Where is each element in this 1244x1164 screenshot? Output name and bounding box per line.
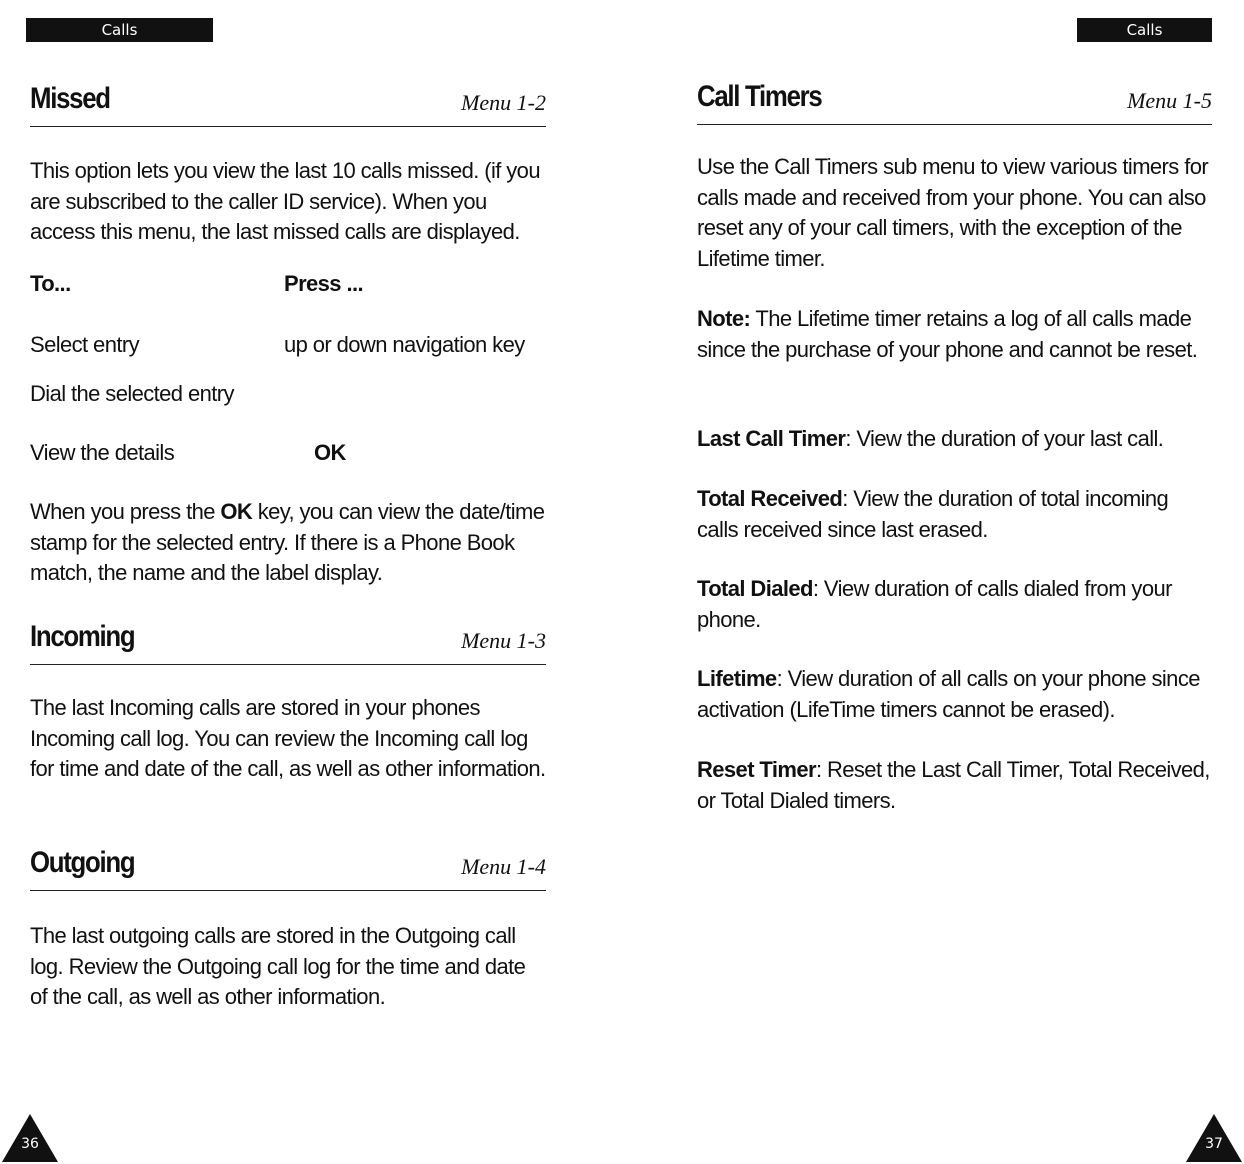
note-text: The Lifetime timer retains a log of all calls made since the purchase of your phone and cannot be reset. — [697, 306, 1198, 362]
page-number-left: 36 — [21, 1136, 39, 1152]
timer-label: Last Call Timer — [697, 426, 846, 451]
outgoing-body: The last outgoing calls are stored in the Outgoing call log. Review the Outgoing call log for the time and date of the call, as well as other information. — [30, 923, 526, 1009]
call-timers-menu-ref: Menu 1-5 — [1127, 88, 1212, 113]
after-pre: When you press the — [30, 499, 221, 524]
timer-item-total-received: Total Received: View the duration of total incoming calls received since last erased. — [697, 486, 1169, 542]
table-row-2-to: Dial the selected entry — [30, 381, 234, 406]
timer-label: Total Received — [697, 486, 843, 511]
timer-text: View the duration of your last call. — [856, 426, 1164, 451]
note-label: Note — [697, 306, 744, 331]
missed-heading — [30, 82, 546, 127]
call-timers-title: Call Timers — [697, 80, 822, 113]
table-row-3-press: OK — [314, 440, 346, 465]
incoming-body: The last Incoming calls are stored in your phones Incoming call log. You can review the Incoming call log for time and date of the call, as well as other information. — [30, 695, 546, 781]
table-head-press: Press ... — [284, 271, 363, 296]
outgoing-menu-ref: Menu 1-4 — [461, 854, 546, 879]
outgoing-title: Outgoing — [30, 846, 135, 879]
page-number-right-icon — [1186, 1114, 1242, 1162]
call-timers-heading — [697, 80, 1212, 125]
table-row-3-to: View the details — [30, 440, 175, 465]
ok-key-label: OK — [220, 499, 253, 524]
timer-text: View duration of all calls on your phone since activation (LifeTime timers cannot be erased). — [697, 666, 1200, 722]
timer-label: Total Dialed — [697, 576, 813, 601]
timer-text: Reset the Last Call Timer, Total Received, or Total Dialed timers. — [697, 757, 1210, 813]
timer-item-total-dialed: Total Dialed: View duration of calls dialed from your phone. — [697, 576, 1172, 632]
outgoing-heading — [30, 846, 546, 891]
incoming-menu-ref: Menu 1-3 — [461, 628, 546, 653]
page-number-right: 37 — [1205, 1136, 1223, 1152]
missed-title: Missed — [30, 82, 110, 115]
table-row-1-press: up or down navigation key — [284, 332, 525, 357]
header-tab-left: Calls — [26, 18, 213, 42]
missed-intro: This option lets you view the last 10 calls missed. (if you are subscribed to the caller ID service). When you access this menu, the last missed calls are displayed. — [30, 158, 540, 244]
missed-after-paragraph — [30, 497, 546, 589]
incoming-heading — [30, 620, 546, 665]
timer-label: Lifetime — [697, 666, 777, 691]
timer-text: View the duration of total incoming calls received since last erased. — [697, 486, 1169, 542]
timer-text: View duration of calls dialed from your phone. — [697, 576, 1172, 632]
timer-item-reset: Reset Timer: Reset the Last Call Timer, Total Received, or Total Dialed timers. — [697, 757, 1210, 813]
missed-menu-ref: Menu 1-2 — [461, 90, 546, 115]
incoming-title: Incoming — [30, 620, 135, 653]
timer-label: Reset Timer — [697, 757, 816, 782]
header-tab-right: Calls — [1077, 18, 1212, 42]
timer-item-lifetime: Lifetime: View duration of all calls on your phone since activation (LifeTime timers cannot be erased). — [697, 666, 1200, 722]
call-timers-intro: Use the Call Timers sub menu to view various timers for calls made and received from your phone. You can also reset any of your call timers, with the exception of the Lifetime timer. — [697, 154, 1209, 271]
note-paragraph: Note: The Lifetime timer retains a log of all calls made since the purchase of your phone and cannot be reset. — [697, 306, 1198, 362]
page-number-left-icon — [2, 1114, 58, 1162]
table-head-to: To... — [30, 271, 71, 296]
table-row-1-to: Select entry — [30, 332, 139, 357]
after-post: key, you can view the date/time stamp for the selected entry. If there is a Phone Book match, the name and the label display. — [30, 499, 545, 585]
timer-item-last-call: Last Call Timer: View the duration of your last call. — [697, 426, 1164, 451]
